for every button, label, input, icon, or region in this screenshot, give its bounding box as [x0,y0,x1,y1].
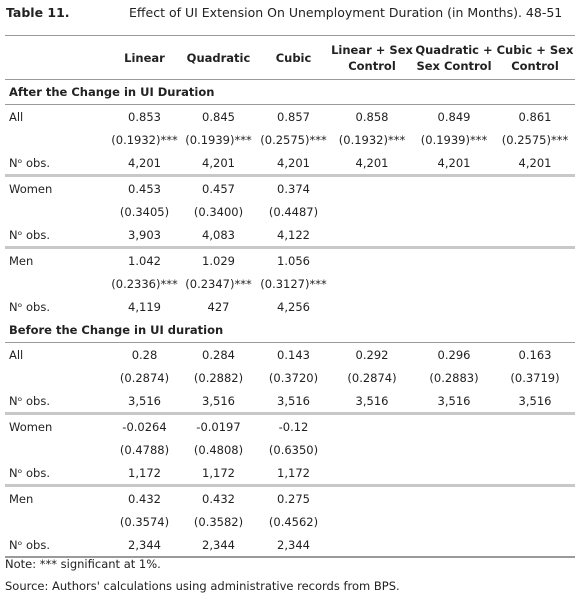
std-error-row [5,200,575,223]
table-body [5,80,575,558]
table-cell: (0.2575)*** [501,132,569,147]
table-cell: 4,201 [256,151,331,176]
table-cell [331,510,413,533]
table-cell: 4,201 [495,151,575,176]
table-cell: 0.453 [128,181,161,196]
table-number: Table 11. [6,5,70,20]
coefficient-row [5,105,575,129]
table-cell [495,510,575,533]
table-source: Source: Authors' calculations using administrative records from BPS. [5,579,400,593]
table-cell [495,295,575,318]
header-row [5,36,575,80]
table-cell [331,272,413,295]
table-cell: 0.374 [277,181,310,196]
table-cell [413,461,495,486]
table-cell: 0.28 [131,347,158,362]
table-cell: 0.853 [128,109,161,124]
row-label [5,200,108,223]
table-cell [413,438,495,461]
table-cell: 3,516 [413,389,495,414]
observations-row [5,151,575,176]
row-label: Nᵒ obs. [9,299,50,314]
observations-row [5,223,575,248]
row-label [5,510,108,533]
coefficient-row [5,176,575,201]
std-error-row [5,366,575,389]
table-cell: 0.857 [277,109,310,124]
table-cell [331,248,413,273]
table-cell: (0.2874) [347,370,397,385]
std-error-row [5,128,575,151]
row-label [5,438,108,461]
column-header-cubic: Cubic [256,36,331,80]
table-cell: (0.3720) [268,370,319,385]
table-cell: 0.432 [128,491,161,506]
table-cell: (0.4788) [119,442,170,457]
table-cell [413,295,495,318]
table-cell: 3,516 [108,389,181,414]
table-cell: (0.2883) [429,370,479,385]
observations-row [5,389,575,414]
table-cell: -0.12 [278,419,309,434]
table-cell: 1,172 [181,461,256,486]
table-cell: 0.849 [437,109,471,124]
table-cell: (0.2882) [193,370,244,385]
table-cell [331,200,413,223]
table-cell: 0.861 [518,109,552,124]
table-cell [413,248,495,273]
table-cell: 0.845 [202,109,235,124]
table-cell [413,486,495,511]
table-cell [495,248,575,273]
table-cell: (0.1932)*** [111,132,178,147]
table-cell: 427 [207,299,230,314]
table-cell: 4,256 [277,299,310,314]
table-cell: 0.292 [355,347,389,362]
table-cell [495,176,575,201]
table-cell: -0.0264 [122,419,167,434]
table-cell: (0.2874) [119,370,170,385]
results-table [5,35,575,558]
row-label: Nᵒ obs. [5,223,108,248]
table-cell [331,533,413,557]
column-header [5,36,108,80]
table-cell: 4,201 [413,151,495,176]
table-cell: -0.0197 [196,419,241,434]
row-label: All [9,109,24,124]
row-label: Women [9,181,53,196]
observations-row [5,533,575,557]
table-cell: 2,344 [181,533,256,557]
table-cell: 0.163 [518,347,552,362]
table-cell: 3,516 [256,389,331,414]
table-cell [331,176,413,201]
table-cell [495,486,575,511]
section-heading: After the Change in UI Duration [5,80,575,105]
column-header-linear: Linear [108,36,181,80]
coefficient-row [5,486,575,511]
table-cell: (0.3719) [510,370,560,385]
table-cell: (0.2347)*** [185,276,252,291]
table-cell: 0.457 [202,181,235,196]
table-cell [331,414,413,439]
table-cell [413,200,495,223]
table-cell: 4,201 [331,151,413,176]
table-cell: (0.2575)*** [260,132,327,147]
table-cell: 1,172 [256,461,331,486]
table-cell: 0.284 [202,347,235,362]
row-label: Nᵒ obs. [5,533,108,557]
section-heading: Before the Change in UI duration [5,318,575,343]
coefficient-row [5,343,575,367]
table-cell: 0.275 [277,491,310,506]
table-cell: (0.1932)*** [338,132,406,147]
table-cell: (0.3127)*** [260,276,327,291]
observations-row [5,295,575,318]
table-cell: 3,903 [108,223,181,248]
table-cell [331,486,413,511]
table-cell: 1.042 [128,253,161,268]
observations-row [5,461,575,486]
coefficient-row [5,414,575,439]
table-cell: 4,201 [108,151,181,176]
table-cell [331,223,413,248]
table-cell: 1.056 [277,253,310,268]
table-cell [331,295,413,318]
table-cell: 3,516 [495,389,575,414]
table-cell [331,461,413,486]
table-cell: 1.029 [202,253,235,268]
table-cell: 3,516 [331,389,413,414]
table-cell: 4,119 [128,299,161,314]
table-cell: (0.3400) [193,204,244,219]
row-label [5,366,108,389]
table-cell: 0.143 [277,347,310,362]
column-header-quadratic-sex: Quadratic + Sex Control [413,36,495,80]
table-cell: (0.3574) [119,514,170,529]
table-cell: 2,344 [108,533,181,557]
table-cell: 4,083 [181,223,256,248]
section-heading-row [5,318,575,343]
row-label: Nᵒ obs. [5,151,108,176]
row-label: Nᵒ obs. [5,389,108,414]
table-cell [413,414,495,439]
table-cell [495,461,575,486]
table-cell: (0.2336)*** [111,276,178,291]
table-cell: 4,201 [181,151,256,176]
table-cell [413,223,495,248]
row-label [5,272,108,295]
table-cell [495,200,575,223]
row-label: Women [9,419,53,434]
table-cell [331,438,413,461]
row-label: Nᵒ obs. [5,461,108,486]
table-cell: 2,344 [256,533,331,557]
table-cell: 4,122 [256,223,331,248]
table-cell [413,272,495,295]
table-cell: (0.4562) [268,514,319,529]
table-cell: (0.4808) [193,442,244,457]
row-label: Men [9,491,34,506]
table-cell: 1,172 [108,461,181,486]
table-cell: (0.3405) [119,204,170,219]
table-cell: 0.432 [202,491,235,506]
table-cell: (0.4487) [268,204,319,219]
table-cell: 0.296 [437,347,471,362]
row-label [5,128,108,151]
column-header-quadratic: Quadratic [181,36,256,80]
table-cell [495,414,575,439]
row-label: Men [9,253,34,268]
table-cell: (0.3582) [193,514,244,529]
column-header-cubic-sex: Cubic + Sex Control [495,36,575,80]
table-cell [413,176,495,201]
table-cell: 0.858 [355,109,389,124]
column-header-linear-sex: Linear + Sex Control [331,36,413,80]
table-cell: 3,516 [181,389,256,414]
std-error-row [5,438,575,461]
table-cell: (0.1939)*** [420,132,488,147]
table-cell [413,533,495,557]
table-note: Note: *** significant at 1%. [5,557,161,571]
table-caption: Effect of UI Extension On Unemployment Duration (in Months). 48-51 [129,5,563,20]
std-error-row [5,510,575,533]
table-cell: (0.6350) [268,442,319,457]
row-label: All [9,347,24,362]
table-cell [495,533,575,557]
table-cell [413,510,495,533]
table-cell [495,438,575,461]
std-error-row [5,272,575,295]
table-cell [495,223,575,248]
table-cell: (0.1939)*** [185,132,252,147]
section-heading-row [5,80,575,105]
table-cell [495,272,575,295]
coefficient-row [5,248,575,273]
